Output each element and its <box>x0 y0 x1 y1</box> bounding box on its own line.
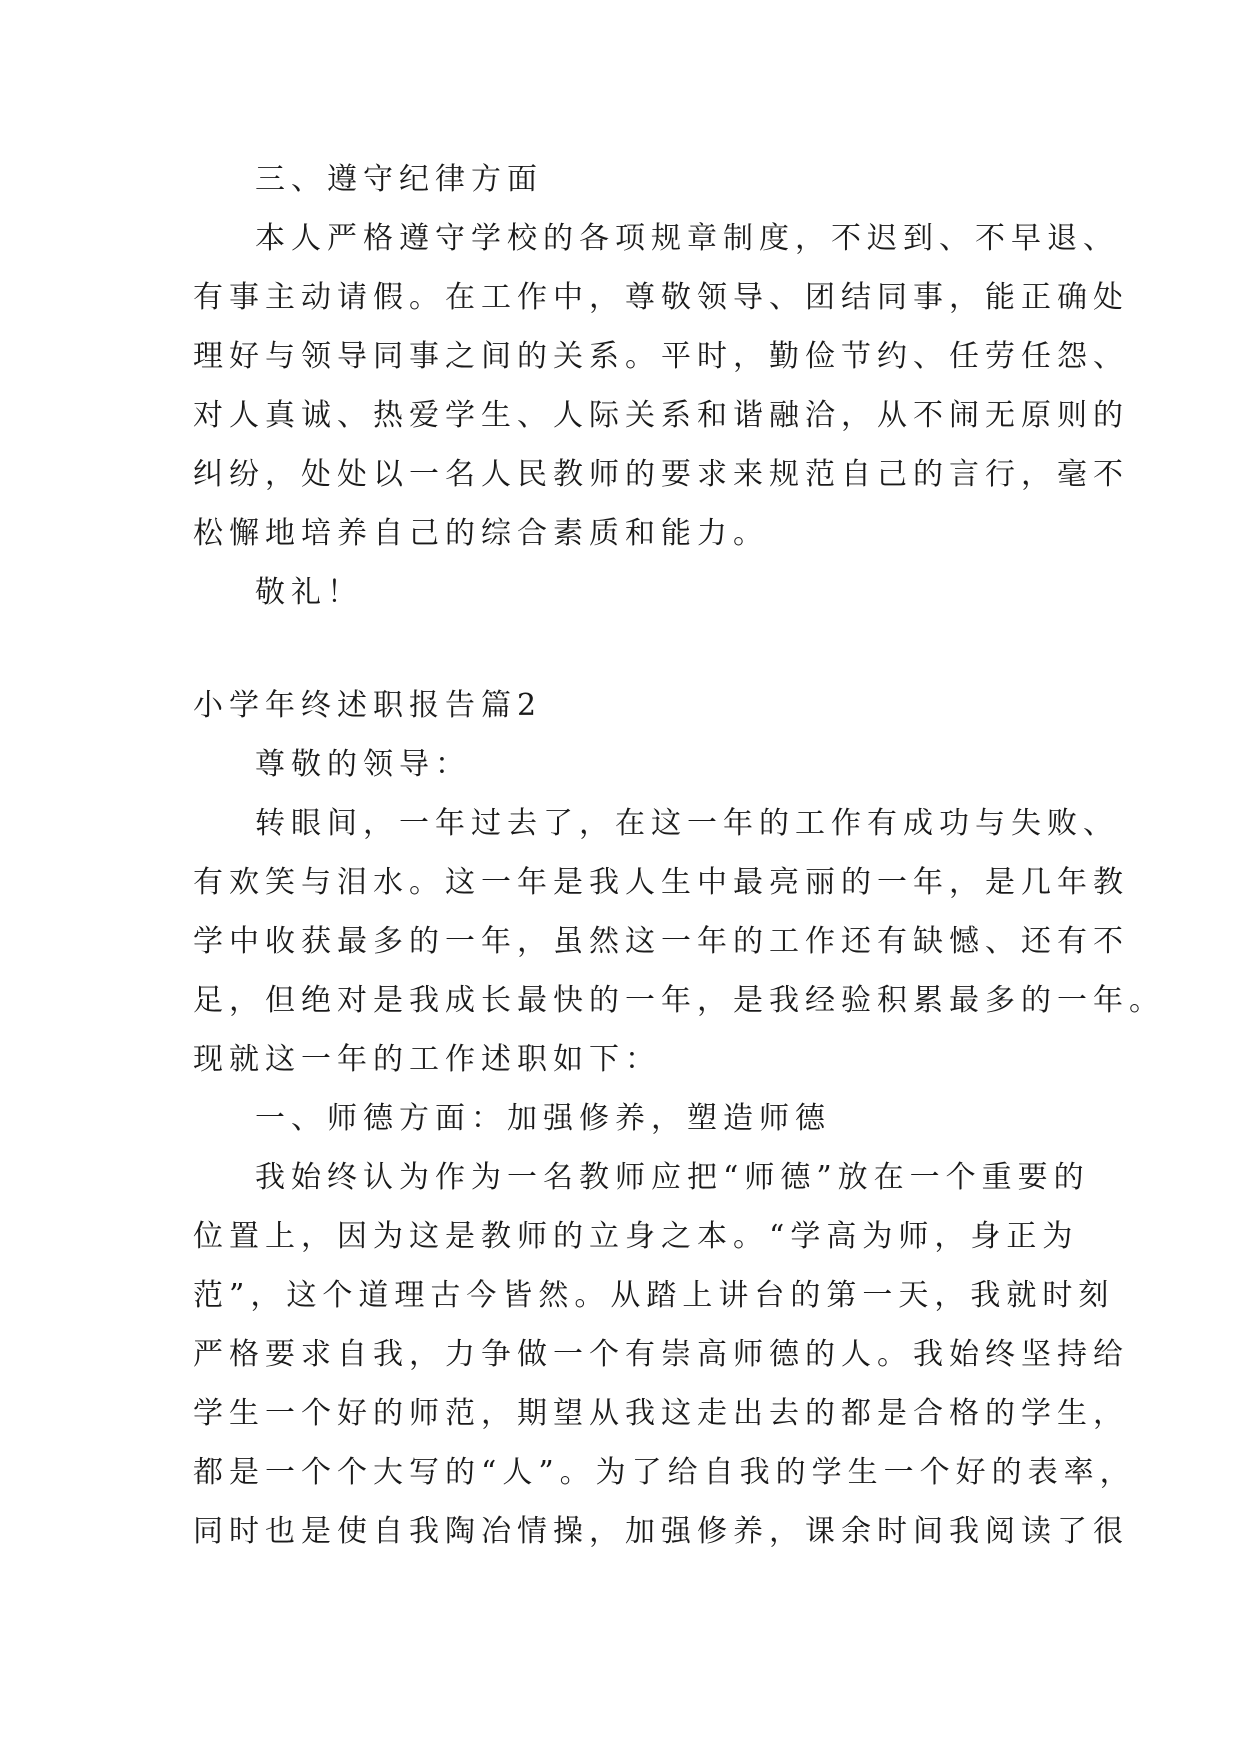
paragraph-line: 严格要求自我，力争做一个有崇高师德的人。我始终坚持给 <box>193 1337 1129 1372</box>
paragraph-line: 我始终认为作为一名教师应把“师德”放在一个重要的 <box>255 1160 1090 1195</box>
paragraph-line: 松懈地培养自己的综合素质和能力。 <box>193 516 769 551</box>
paragraph-line: 范”，这个道理古今皆然。从踏上讲台的第一天，我就时刻 <box>193 1278 1115 1313</box>
paragraph-line: 有欢笑与泪水。这一年是我人生中最亮丽的一年，是几年教 <box>193 865 1129 900</box>
closing-salutation: 敬礼！ <box>255 575 363 610</box>
paragraph-line: 学中收获最多的一年，虽然这一年的工作还有缺憾、还有不 <box>193 924 1129 959</box>
paragraph-line: 位置上，因为这是教师的立身之本。“学高为师，身正为 <box>193 1219 1079 1254</box>
paragraph-line: 足，但绝对是我成长最快的一年，是我经验积累最多的一年。 <box>193 983 1165 1018</box>
greeting: 尊敬的领导： <box>255 747 471 782</box>
paragraph-line: 本人严格遵守学校的各项规章制度，不迟到、不早退、 <box>255 221 1119 256</box>
section-heading: 三、遵守纪律方面 <box>255 162 543 197</box>
paragraph-line: 对人真诚、热爱学生、人际关系和谐融洽，从不闹无原则的 <box>193 398 1129 433</box>
report-title: 小学年终述职报告篇2 <box>193 688 543 723</box>
paragraph-line: 学生一个好的师范，期望从我这走出去的都是合格的学生， <box>193 1396 1129 1431</box>
paragraph-line: 同时也是使自我陶冶情操，加强修养，课余时间我阅读了很 <box>193 1514 1129 1549</box>
section-heading: 一、师德方面：加强修养，塑造师德 <box>255 1101 831 1136</box>
paragraph-line: 有事主动请假。在工作中，尊敬领导、团结同事，能正确处 <box>193 280 1129 315</box>
paragraph-line: 都是一个个大写的“人”。为了给自我的学生一个好的表率， <box>193 1455 1136 1490</box>
paragraph-line: 转眼间，一年过去了，在这一年的工作有成功与失败、 <box>255 806 1119 841</box>
paragraph-line: 现就这一年的工作述职如下： <box>193 1042 661 1077</box>
paragraph-line: 纠纷，处处以一名人民教师的要求来规范自己的言行，毫不 <box>193 457 1129 492</box>
paragraph-line: 理好与领导同事之间的关系。平时，勤俭节约、任劳任怨、 <box>193 339 1129 374</box>
